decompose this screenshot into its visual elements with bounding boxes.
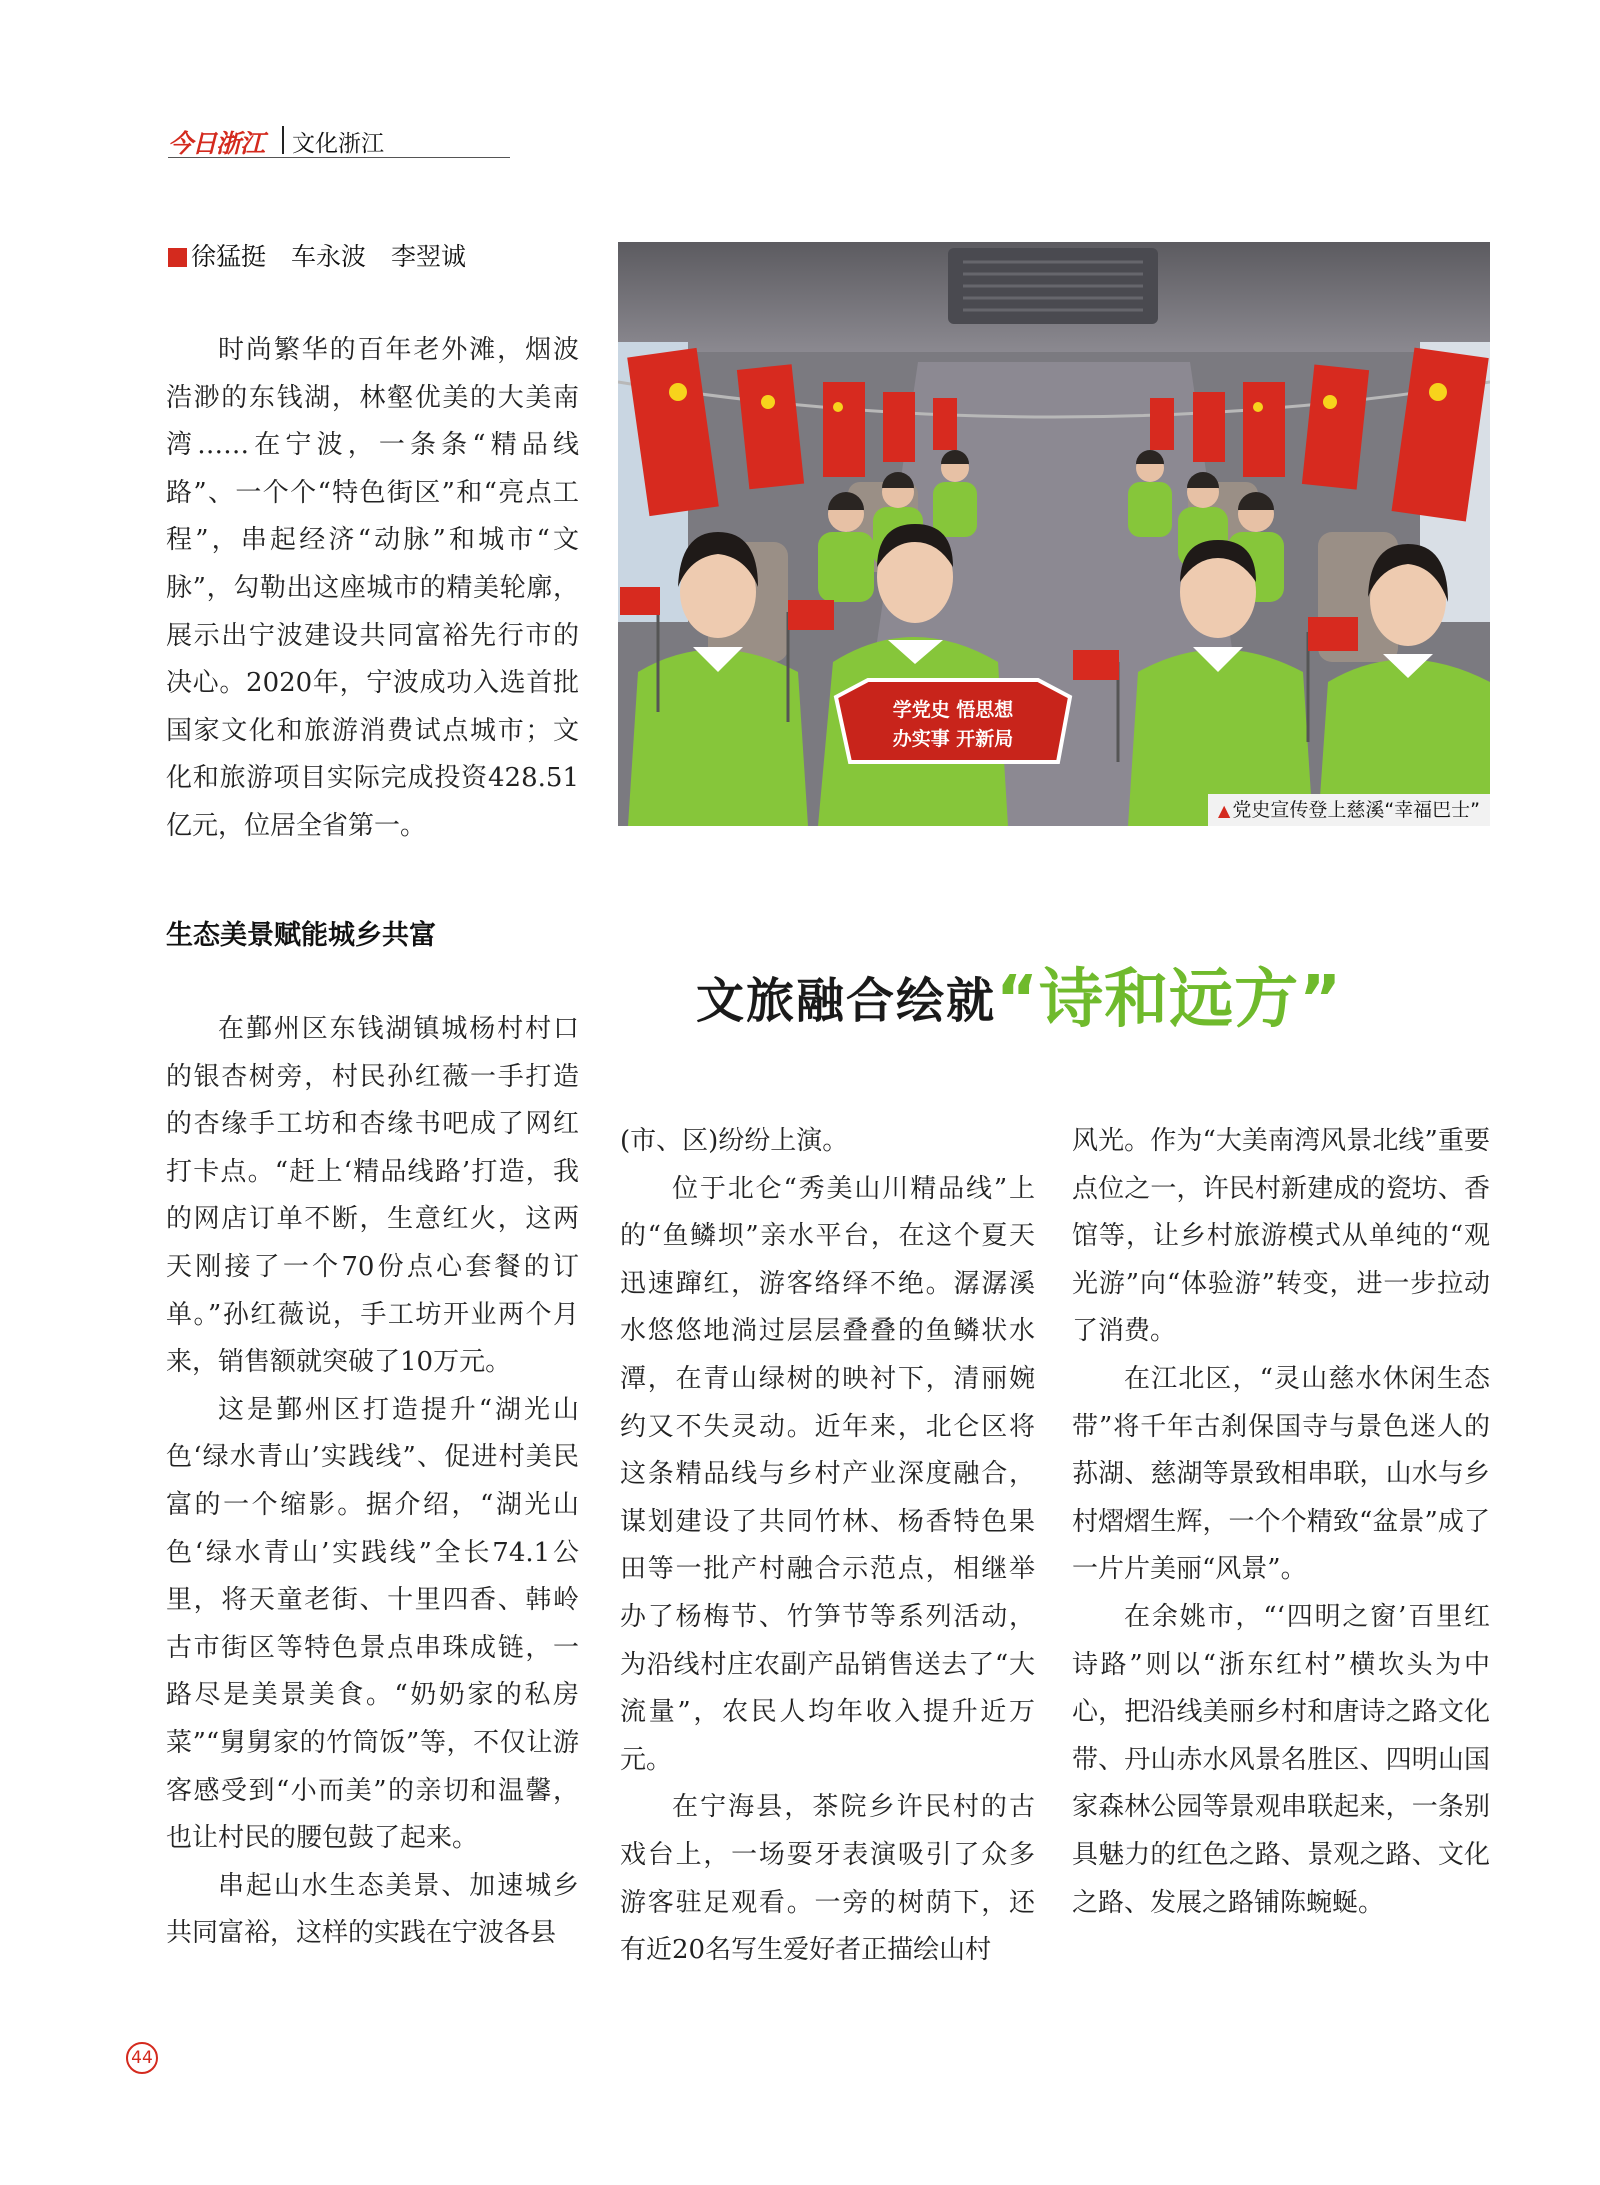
paragraph-3-continued: (市、区)纷纷上演。	[620, 1126, 849, 1156]
body-column-3	[1072, 1118, 1490, 1927]
page-header	[168, 122, 510, 158]
title-highlight: “诗和远方”	[996, 963, 1343, 1037]
triangle-icon: ▲	[1218, 801, 1231, 820]
header-separator	[282, 126, 284, 154]
caption-text: 党史宣传登上慈溪“幸福巴士”	[1232, 799, 1480, 821]
slogan-sign	[836, 680, 1070, 762]
intro-column	[166, 327, 579, 851]
paragraph-7: 在余姚市，“‘四明之窗’百里红诗路”则以“浙东红村”横坎头为中心，把沿线美丽乡村和唐诗之路文化带、丹山赤水风景名胜区、四明山国家森林公园等景观串联起来，一条别具魅力的红色之路、景观之路、文化之路、发展之路铺陈蜿蜒。	[1072, 1601, 1490, 1918]
paragraph-5: 在宁海县，茶院乡许民村的古戏台上，一场耍牙表演吸引了众多游客驻足观看。一旁的树荫下，还有近20名写生爱好者正描绘山村	[620, 1792, 1035, 1966]
sign-text-line2: 办实事 开新局	[892, 728, 1014, 750]
magazine-logo: 今日浙江	[168, 129, 265, 158]
section-subhead: 生态美景赋能城乡共富	[166, 920, 436, 951]
section-name: 文化浙江	[292, 131, 384, 157]
paragraph-6: 在江北区，“灵山慈水休闲生态带”将千年古刹保国寺与景色迷人的荪湖、慈湖等景致相串联，山水与乡村熠熠生辉，一个个精致“盆景”成了一片片美丽“风景”。	[1072, 1363, 1490, 1585]
paragraph-1: 在鄞州区东钱湖镇城杨村村口的银杏树旁，村民孙红薇一手打造的杏缘手工坊和杏缘书吧成了网红打卡点。“赶上‘精品线路’打造，我的网店订单不断，生意红火，这两天刚接了一个70份点心套餐的订单。”孙红薇说，手工坊开业两个月来，销售额就突破了10万元。	[166, 1014, 579, 1378]
bus-interior-illustration	[618, 242, 1490, 826]
author-line	[168, 237, 466, 273]
intro-paragraph: 时尚繁华的百年老外滩，烟波浩渺的东钱湖，林壑优美的大美南湾……在宁波，一条条“精品线路”、一个个“特色街区”和“亮点工程”，串起经济“动脉”和城市“文脉”，勾勒出这座城市的精美轮廓，展示出宁波建设共同富裕先行市的决心。2020年，宁波成功入选首批国家文化和旅游消费试点城市；文化和旅游项目实际完成投资428.51亿元，位居全省第一。	[166, 335, 579, 841]
article-photo	[618, 242, 1490, 826]
paragraph-4: 位于北仑“秀美山川精品线”上的“鱼鳞坝”亲水平台，在这个夏天迅速蹿红，游客络绎不绝。潺潺溪水悠悠地淌过层层叠叠的鱼鳞状水潭，在青山绿树的映衬下，清丽婉约又不失灵动。近年来，北仑区将这条精品线与乡村产业深度融合，谋划建设了共同竹林、杨香特色果田等一批产村融合示范点，相继举办了杨梅节、竹笋节等系列活动，为沿线村庄农副产品销售送去了“大流量”，农民人均年收入提升近万元。	[620, 1173, 1035, 1775]
article-title	[696, 948, 1342, 1040]
paragraph-2: 这是鄞州区打造提升“湖光山色‘绿水青山’实践线”、促进村美民富的一个缩影。据介绍，“湖光山色‘绿水青山’实践线”全长74.1公里，将天童老街、十里四香、韩岭古市街区等特色景点串珠成链，一路尽是美景美食。“奶奶家的私房菜”“舅舅家的竹筒饭”等，不仅让游客感受到“小而美”的亲切和温馨，也让村民的腰包鼓了起来。	[166, 1394, 579, 1854]
author-names: 徐猛挺 车永波 李翌诚	[191, 242, 467, 271]
sign-text-line1: 学党史 悟思想	[892, 699, 1014, 721]
body-column-1	[166, 1006, 579, 1958]
red-square-icon	[168, 248, 187, 267]
paragraph-5-continued: 风光。作为“大美南湾风景北线”重要点位之一，许民村新建成的瓷坊、香馆等，让乡村旅游模式从单纯的“观光游”向“体验游”转变，进一步拉动了消费。	[1072, 1126, 1490, 1347]
body-column-2	[620, 1118, 1035, 1975]
photo-caption	[1208, 794, 1490, 826]
page-number: 44	[126, 2042, 158, 2074]
paragraph-3: 串起山水生态美景、加速城乡共同富裕，这样的实践在宁波各县	[166, 1870, 579, 1949]
title-main: 文旅融合绘就	[696, 973, 997, 1029]
